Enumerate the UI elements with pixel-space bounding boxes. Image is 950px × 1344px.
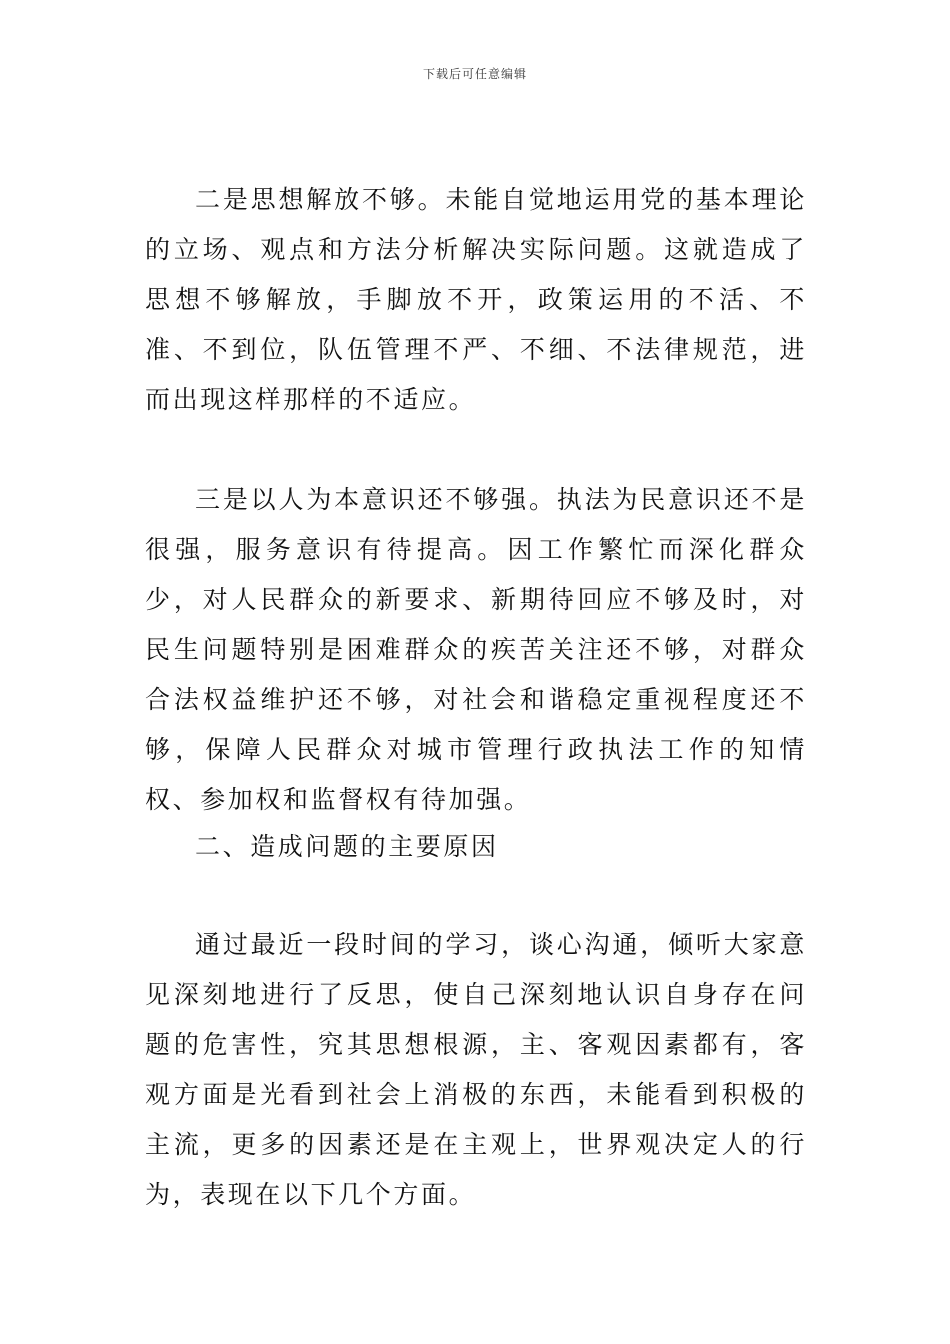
paragraph-people-oriented: [145, 475, 807, 825]
paragraph-text: 通过最近一段时间的学习，谈心沟通，倾听大家意见深刻地进行了反思，使自己深刻地认识自身存在问题的危害性，究其思想根源，主、客观因素都有，客观方面是光看到社会上消极的东西，未能看到积极的主流，更多的因素还是在主观上，世界观决定人的行为，表现在以下几个方面。: [145, 930, 807, 1209]
page-header: 下载后可任意编辑: [422, 67, 527, 81]
paragraph-text: 二是思想解放不够。未能自觉地运用党的基本理论的立场、观点和方法分析解决实际问题。这就造成了思想不够解放，手脚放不开，政策运用的不活、不准、不到位，队伍管理不严、不细、不法律规范，进而出现这样那样的不适应。: [145, 185, 807, 414]
paragraph-text: 三是以人为本意识还不够强。执法为民意识还不是很强，服务意识有待提高。因工作繁忙而深化群众少，对人民群众的新要求、新期待回应不够及时，对民生问题特别是困难群众的疾苦关注还不够，对群众合法权益维护还不够，对社会和谐稳定重视程度还不够，保障人民群众对城市管理行政执法工作的知情权、参加权和监督权有待加强。: [145, 485, 807, 814]
paragraph-root-causes: [145, 920, 807, 1220]
section-heading: [145, 822, 807, 872]
paragraph-thought-liberation: [145, 175, 807, 425]
heading-text: 二、造成问题的主要原因: [195, 832, 499, 861]
